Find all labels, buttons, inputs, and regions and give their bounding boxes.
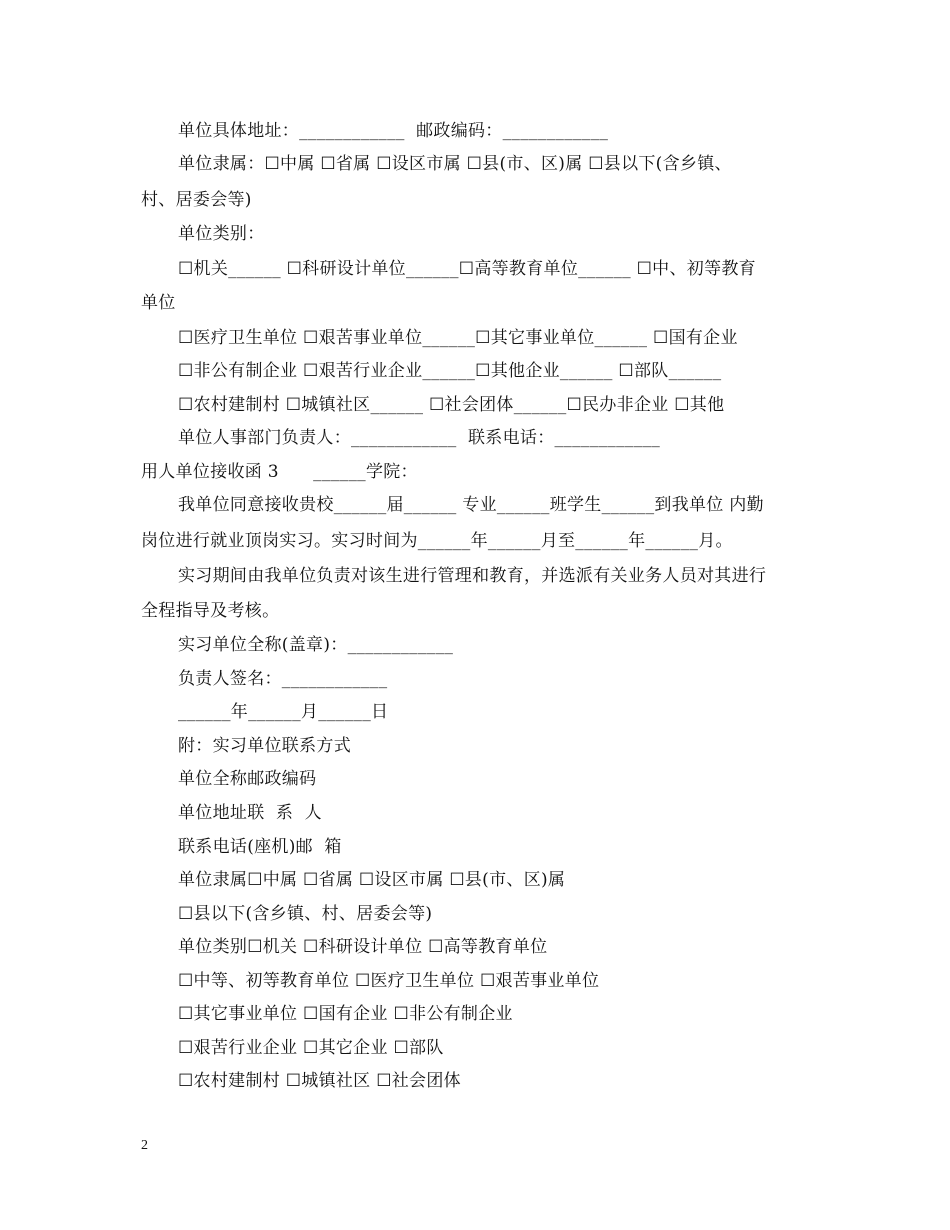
text-line: ☐艰苦行业企业 ☐其它企业 ☐部队 xyxy=(178,1038,444,1058)
text-line: 负责人签名：____________ xyxy=(178,669,388,689)
text-line: 实习期间由我单位负责对该生进行管理和教育，并选派有关业务人员对其进行 xyxy=(178,566,767,586)
text-line: ______年______月______日 xyxy=(178,702,389,722)
text-line: 附：实习单位联系方式 xyxy=(178,736,351,756)
text-line: 单位具体地址：____________ 邮政编码：____________ xyxy=(178,121,609,141)
text-line: ☐中等、初等教育单位 ☐医疗卫生单位 ☐艰苦事业单位 xyxy=(178,971,600,991)
text-line: ☐机关______ ☐科研设计单位______☐高等教育单位______ ☐中、初等教育 xyxy=(178,259,756,279)
text-line: 单位全称邮政编码 xyxy=(178,769,317,789)
text-line: 单位隶属：☐中属 ☐省属 ☐设区市属 ☐县(市、区)属 ☐县以下(含乡镇、 xyxy=(178,154,732,174)
page-number: 2 xyxy=(141,1138,148,1153)
text-line: ☐非公有制企业 ☐艰苦行业企业______☐其他企业______ ☐部队______ xyxy=(178,361,722,381)
text-line: 全程指导及考核。 xyxy=(141,601,280,621)
text-line: 单位地址联 系 人 xyxy=(178,803,322,823)
text-line: ☐县以下(含乡镇、村、居委会等) xyxy=(178,904,433,924)
text-line: 村、居委会等) xyxy=(141,190,252,210)
text-line: 实习单位全称(盖章)：____________ xyxy=(178,635,454,655)
text-line: 单位隶属☐中属 ☐省属 ☐设区市属 ☐县(市、区)属 xyxy=(178,870,566,890)
text-line: 岗位进行就业顶岗实习。实习时间为______年______月至______年______月。 xyxy=(141,531,733,551)
text-line: 单位 xyxy=(141,293,176,313)
text-line: ☐其它事业单位 ☐国有企业 ☐非公有制企业 xyxy=(178,1004,513,1024)
text-line: ☐医疗卫生单位 ☐艰苦事业单位______☐其它事业单位______ ☐国有企业 xyxy=(178,328,738,348)
text-line: 单位类别☐机关 ☐科研设计单位 ☐高等教育单位 xyxy=(178,937,548,957)
text-line: 单位类别： xyxy=(178,224,265,244)
text-line: ☐农村建制村 ☐城镇社区______ ☐社会团体______☐民办非企业 ☐其他 xyxy=(178,395,725,415)
text-line: 用人单位接收函 3 ______学院： xyxy=(141,462,418,482)
text-line: 联系电话(座机)邮 箱 xyxy=(178,837,342,857)
text-line: ☐农村建制村 ☐城镇社区 ☐社会团体 xyxy=(178,1071,461,1091)
text-line: 我单位同意接收贵校______届______ 专业______班学生______到我单位 内勤 xyxy=(178,495,764,515)
text-line: 单位人事部门负责人：____________ 联系电话：____________ xyxy=(178,428,661,448)
